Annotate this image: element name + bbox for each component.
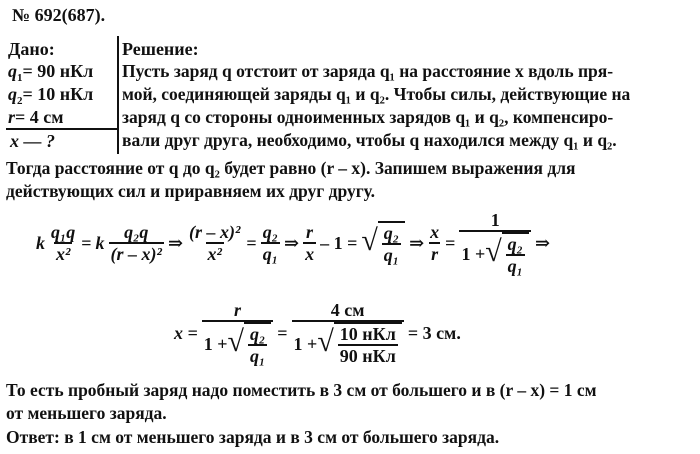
- given-header: Дано:: [8, 39, 55, 59]
- solution-header: Решение:: [122, 39, 199, 59]
- solution-line-1: Пусть заряд q отстоит от заряда q₁ на расстояние x вдоль пря-: [122, 61, 614, 81]
- given-q2: $q_2= 10$ нКл: [8, 84, 94, 107]
- solution-line-3: заряд q со стороны одноименных зарядов q₁ и q₂, компенсиро-: [122, 107, 614, 127]
- problem-number: № 692(687).: [12, 5, 106, 25]
- equation-1: k $\frac{\text{q₁q}}{\text{x²}}$ = k $\frac{\text{q₂q}}{\text{(r – x)²}}$ ⇒ $\frac{\text{(r – x)²}}{\text{x²}}$ = $\frac{\text{q₂}}{\text{q₁}}$ ⇒ $\frac{r}{x}$ – 1 = √ $\frac{\text{q₂}}{\text{q₁}}$ ⇒ $\frac{x}{r}$ = 1 1 + √ $\frac{\text{q₂}}{\text{q₁}}$ ⇒: [36, 210, 551, 276]
- body-line-1: Тогда расстояние от q до q₂ будет равно (r – x). Запишем выражения для: [6, 158, 576, 178]
- given-unknown: x — ?: [10, 131, 55, 151]
- equation-2: x = r 1 + √ $\frac{\text{q₂}}{\text{q₁}}$ = 4 см 1 + √ $\frac{\text{10 нКл}}{\text{90 нКл}}$ = 3 см.: [174, 300, 461, 366]
- given-r: r= 4 см: [8, 107, 64, 127]
- given-vertical-divider: [117, 36, 119, 154]
- solution-line-2: мой, соединяющей заряды q₁ и q₂. Чтобы силы, действующие на: [122, 84, 631, 104]
- body-line-2: действующих сил и приравняем их друг другу.: [6, 181, 376, 201]
- given-q1: $q_1= 90$ нКл: [8, 61, 94, 84]
- conclusion-line-2: от меньшего заряда.: [6, 403, 167, 423]
- solution-line-4: вали друг друга, необходимо, чтобы q находился между q₁ и q₂.: [122, 130, 617, 150]
- answer-line: Ответ: в 1 см от меньшего заряда и в 3 см от большего заряда.: [6, 427, 500, 447]
- conclusion-line-1: То есть пробный заряд надо поместить в 3 см от большего и в (r – x) = 1 см: [6, 380, 597, 400]
